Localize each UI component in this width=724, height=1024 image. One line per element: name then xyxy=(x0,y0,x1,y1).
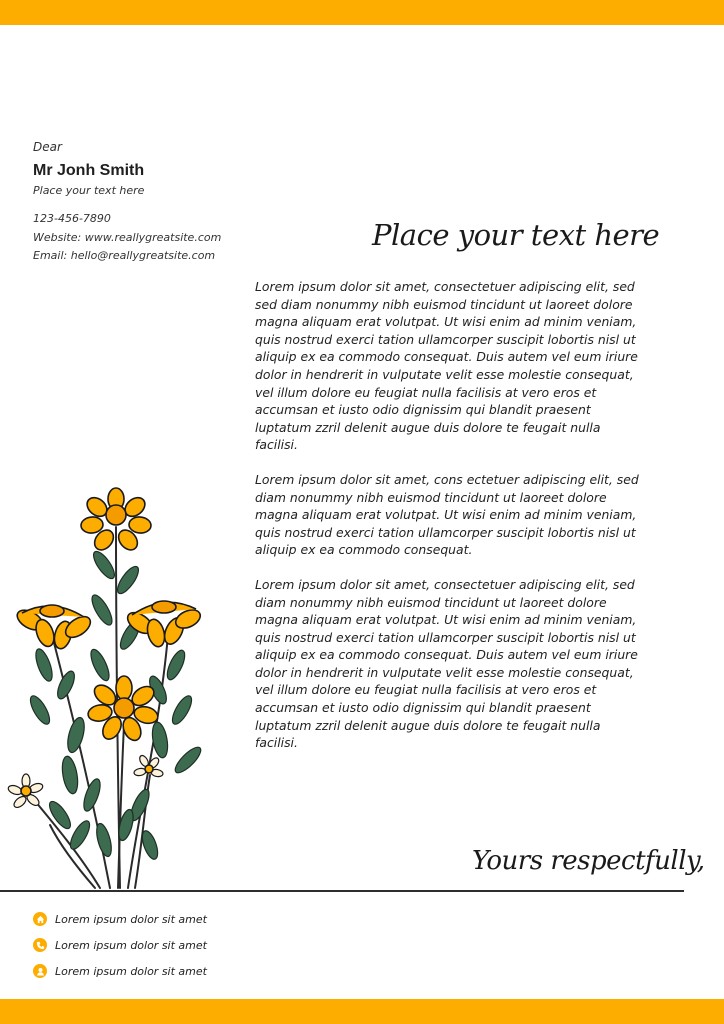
paragraph: Lorem ipsum dolor sit amet, consectetuer adipiscing elit, sed diam nonummy nibh euismod tincidunt ut laoreet dolore magna aliquam erat volutpat. Ut wisi enim ad minim veniam, quis nostrud exerci tation ullamcorper suscipit lobortis nisl ut aliquip ex ea commodo consequat. Duis autem vel eum iriure dolor in hendrerit in vulputate velit esse molestie consequat, vel illum dolore eu feugiat nulla facilisis at vero eros et accumsan et iusto odio dignissim qui blandit praesent luptatum zzril delenit augue duis dolore te feugait nulla facilisi. xyxy=(255,576,638,751)
contact-info xyxy=(33,210,273,266)
recipient-name: Mr Jonh Smith xyxy=(33,162,145,179)
letter-body xyxy=(255,278,645,769)
salutation: Dear xyxy=(33,140,62,154)
phone-icon xyxy=(33,938,47,952)
footer-item-phone xyxy=(33,932,333,958)
user-icon xyxy=(33,964,47,978)
top-accent-bar xyxy=(0,0,724,25)
bottom-accent-bar xyxy=(0,999,724,1024)
home-icon xyxy=(33,912,47,926)
email: Email: hello@reallygreatsite.com xyxy=(33,249,216,262)
divider-line xyxy=(0,890,684,892)
footer-text: Lorem ipsum dolor sit amet xyxy=(55,912,207,926)
footer-text: Lorem ipsum dolor sit amet xyxy=(55,938,207,952)
letter-heading: Place your text here xyxy=(372,218,660,252)
paragraph: Lorem ipsum dolor sit amet, cons ectetuer adipiscing elit, sed diam nonummy nibh euismod tincidunt ut laoreet dolore magna aliquam erat volutpat. Ut wisi enim ad minim veniam, quis nostrud exerci tation ullamcorper suscipit lobortis nisl ut aliquip ex ea commodo consequat. xyxy=(255,471,639,558)
footer-text: Lorem ipsum dolor sit amet xyxy=(55,964,207,978)
website: Website: www.reallygreatsite.com xyxy=(33,230,222,244)
closing-signature: Yours respectfully, xyxy=(472,846,705,876)
footer-contacts xyxy=(33,906,333,984)
paragraph: Lorem ipsum dolor sit amet, consectetuer adipiscing elit, sed sed diam nonummy nibh euismod tincidunt ut laoreet dolore magna aliquam erat volutpat. Ut wisi enim ad minim veniam, quis nostrud exerci tation ullamcorper suscipit lobortis nisl ut aliquip ex ea commodo consequat. Duis autem vel eum iriure dolor in hendrerit in vulputate velit esse molestie consequat, vel illum dolore eu feugiat nulla facilisis at vero eros et accumsan et iusto odio dignissim qui blandit praesent luptatum zzril delenit augue duis dolore te feugait nulla facilisi. xyxy=(255,279,638,453)
phone-number: 123-456-7890 xyxy=(33,212,111,225)
footer-item-address xyxy=(33,906,333,932)
flower-illustration xyxy=(0,485,230,895)
recipient-block xyxy=(33,140,273,197)
recipient-subtitle: Place your text here xyxy=(33,184,145,197)
footer-item-person xyxy=(33,958,333,984)
